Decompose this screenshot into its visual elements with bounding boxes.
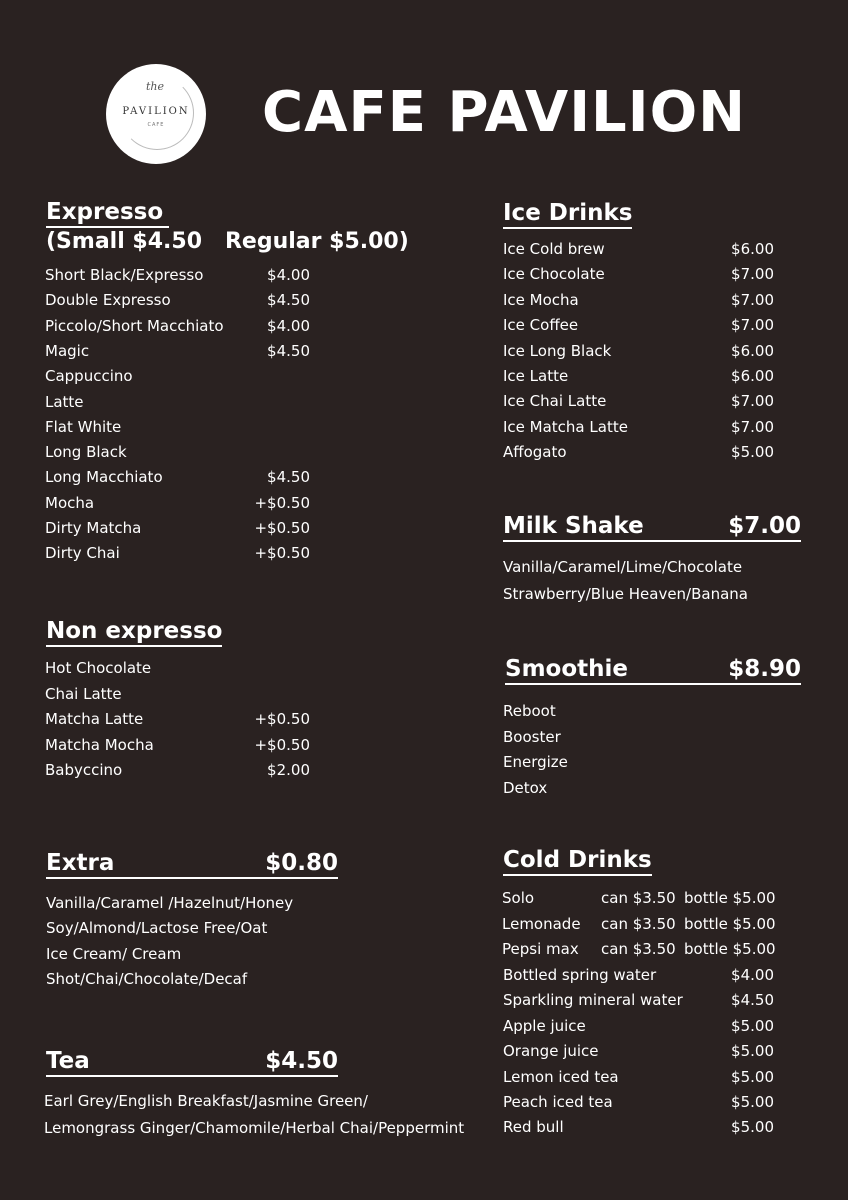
menu-item-bottle-price: bottle $5.00 (684, 940, 776, 959)
menu-item-name: Long Macchiato (45, 468, 163, 487)
menu-item-name: Sparkling mineral water (503, 991, 683, 1010)
menu-item-price: $7.00 (731, 290, 774, 309)
menu-item-name: Ice Latte (503, 367, 569, 385)
menu-item-name: Pepsi max (502, 940, 579, 959)
menu-item-price: +$0.50 (254, 735, 310, 754)
milk-shake-title: Milk Shake (503, 513, 644, 539)
menu-item-price: $4.50 (267, 291, 310, 310)
milk-shake-heading (503, 513, 801, 542)
menu-item-price: $6.00 (731, 240, 774, 258)
menu-item-price: $5.00 (731, 1118, 774, 1137)
menu-item-name: Apple juice (503, 1016, 586, 1035)
menu-line: Reboot (503, 702, 556, 720)
menu-item-price: $7.00 (731, 392, 774, 411)
menu-item-price: $4.00 (267, 316, 310, 335)
menu-item-name: Dirty Matcha (45, 519, 142, 537)
menu-line: Vanilla/Caramel/Lime/Chocolate (503, 558, 743, 576)
menu-line: Energize (503, 753, 568, 772)
expresso-heading: Expresso (46, 199, 169, 228)
menu-line: Earl Grey/English Breakfast/Jasmine Green/ (44, 1092, 368, 1110)
milk-shake-price: $7.00 (728, 513, 801, 539)
extra-heading (46, 850, 338, 879)
menu-line: Detox (503, 779, 548, 798)
menu-item-price: $5.00 (731, 1042, 774, 1061)
menu-item-price: $6.00 (731, 367, 774, 385)
menu-item-name: Peach iced tea (503, 1093, 613, 1111)
menu-item-price: $7.00 (731, 417, 774, 436)
menu-item-name: Ice Chocolate (503, 265, 605, 284)
menu-item-name: Affogato (503, 443, 567, 462)
smoothie-title: Smoothie (505, 656, 628, 682)
menu-item-bottle-price: bottle $5.00 (684, 914, 776, 933)
menu-item-name: Orange juice (503, 1042, 599, 1061)
menu-item-name: Piccolo/Short Macchiato (45, 316, 224, 335)
menu-item-name: Hot Chocolate (45, 659, 152, 677)
menu-item-price: $2.00 (267, 761, 310, 779)
menu-item-can-price: can $3.50 (601, 940, 676, 959)
menu-item-name: Lemonade (502, 914, 581, 933)
menu-item-price: $5.00 (731, 1067, 774, 1086)
tea-heading (46, 1048, 338, 1077)
menu-item-name: Dirty Chai (45, 544, 120, 563)
smoothie-price: $8.90 (728, 656, 801, 682)
extra-title: Extra (46, 850, 115, 876)
menu-item-name: Double Expresso (45, 291, 171, 310)
extra-price: $0.80 (265, 850, 338, 876)
menu-item-can-price: can $3.50 (601, 914, 676, 933)
menu-item-can-price: can $3.50 (601, 889, 676, 907)
expresso-sizes: (Small $4.50 Regular $5.00) (46, 229, 409, 254)
menu-item-name: Red bull (503, 1118, 564, 1137)
menu-item-price: $5.00 (731, 1093, 774, 1111)
menu-item-price: $4.00 (267, 266, 310, 284)
ice-drinks-heading: Ice Drinks (503, 200, 632, 229)
page-title: CAFE PAVILION (262, 80, 747, 145)
non-expresso-heading: Non expresso (46, 618, 222, 647)
menu-item-name: Flat White (45, 417, 122, 436)
cold-drinks-heading: Cold Drinks (503, 847, 652, 876)
menu-item-name: Babyccino (45, 761, 123, 779)
menu-item-name: Solo (502, 889, 535, 907)
menu-item-price: $4.50 (267, 341, 310, 360)
menu-item-price: $7.00 (731, 265, 774, 284)
logo-script: the (146, 80, 165, 93)
menu-line: Ice Cream/ Cream (46, 944, 182, 963)
menu-item-price: $7.00 (731, 316, 774, 335)
tea-title: Tea (46, 1048, 90, 1074)
menu-item-name: Ice Cold brew (503, 240, 605, 258)
smoothie-heading (505, 656, 801, 685)
menu-line: Booster (503, 727, 561, 746)
menu-item-price: +$0.50 (254, 519, 310, 537)
tea-price: $4.50 (265, 1048, 338, 1074)
menu-line: Soy/Almond/Lactose Free/Oat (46, 919, 268, 938)
menu-item-price: $5.00 (731, 443, 774, 462)
menu-item-name: Lemon iced tea (503, 1067, 619, 1086)
menu-item-name: Long Black (45, 443, 127, 462)
menu-item-name: Ice Matcha Latte (503, 417, 628, 436)
cafe-logo (106, 64, 206, 164)
menu-item-price: $5.00 (731, 1016, 774, 1035)
menu-item-name: Magic (45, 341, 90, 360)
menu-item-price: $4.50 (267, 468, 310, 487)
menu-item-price: +$0.50 (254, 493, 310, 512)
menu-item-name: Bottled spring water (503, 966, 657, 984)
menu-item-bottle-price: bottle $5.00 (684, 889, 776, 907)
menu-item-name: Cappuccino (45, 367, 133, 386)
menu-line: Lemongrass Ginger/Chamomile/Herbal Chai/Peppermint (44, 1118, 465, 1137)
menu-item-name: Short Black/Expresso (45, 266, 204, 284)
menu-item-name: Ice Mocha (503, 290, 579, 309)
logo-name: PAVILION (122, 106, 190, 117)
menu-item-price: $4.50 (731, 991, 774, 1010)
menu-item-price: $6.00 (731, 341, 774, 360)
menu-line: Shot/Chai/Chocolate/Decaf (46, 969, 248, 988)
menu-item-price: $4.00 (731, 966, 774, 984)
menu-item-name: Matcha Mocha (45, 735, 154, 754)
menu-line: Strawberry/Blue Heaven/Banana (503, 584, 748, 603)
menu-line: Vanilla/Caramel /Hazelnut/Honey (46, 894, 294, 912)
menu-item-price: +$0.50 (254, 544, 310, 563)
menu-item-name: Latte (45, 392, 84, 411)
menu-item-name: Ice Long Black (503, 341, 612, 360)
menu-item-name: Ice Coffee (503, 316, 579, 335)
menu-item-price: +$0.50 (254, 710, 310, 728)
menu-item-name: Chai Latte (45, 684, 122, 703)
menu-item-name: Matcha Latte (45, 710, 144, 728)
menu-item-name: Mocha (45, 493, 95, 512)
logo-sub: CAFE (147, 122, 165, 128)
menu-item-name: Ice Chai Latte (503, 392, 607, 411)
